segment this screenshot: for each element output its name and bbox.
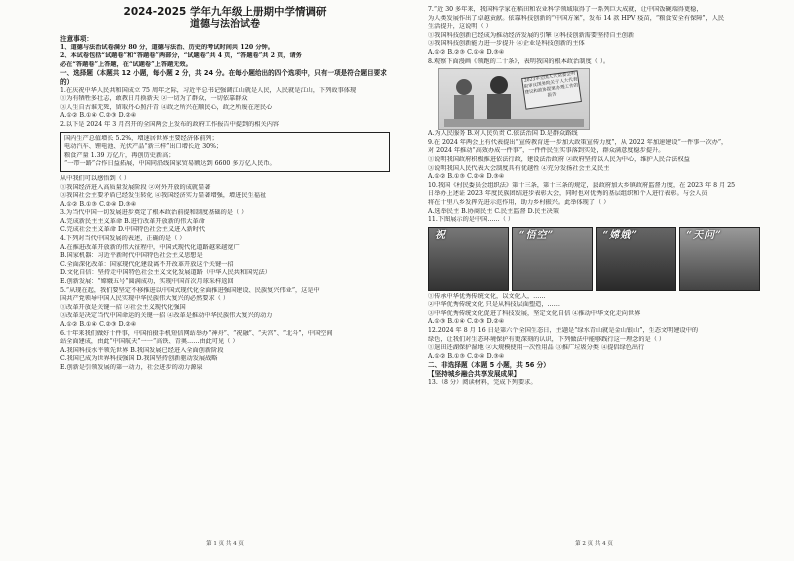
q2-material-box [60, 132, 390, 172]
q12-line: ①退田还湖保护湿地 ②大规模使用一次性用品 ③推广垃圾分类 ④提倡绿色出行 [428, 344, 645, 352]
q2-line: A.①② B.①③ C.②④ D.③④ [60, 200, 137, 208]
q4-line: A.在推进改革开放新的伟大征程中，中国式现代化道路越来越宽广 [60, 243, 240, 251]
q3-line: 3.为当代中国一切发展进步奠定了根本政治前提和制度基础的是（ ） [60, 209, 248, 217]
q4-line: B.国家机器：习近平新时代中国特色社会主义思想是 [60, 252, 203, 260]
q3-line: A.完成新民主主义革命 B.进行改革开放新的伟大革命 [60, 217, 205, 225]
q6-line: 站全面建成，由此“中国航天”一一“高铁、青奥……由此可见（ ） [60, 338, 239, 346]
figure-change [596, 227, 677, 291]
q12-line: A.①② B.①③ C.②④ D.③④ [428, 352, 505, 360]
q1-line: ③人生自古谁无死，留取丹心照汗青 ④政之所兴在顺民心，政之所废在逆民心 [60, 103, 273, 111]
q4-line: 4.下列对当代中国发展的表述，正确的是（ ） [60, 235, 186, 243]
q7-line: A.①② B.②③ C.①④ D.③④ [428, 48, 505, 56]
q3-line: C.完成社会主义革命 D.中国特色社会主义进入新时代 [60, 226, 206, 234]
page-right [428, 6, 760, 551]
q9-line: A.①② B.①③ C.②④ D.③④ [428, 173, 505, 181]
q6-line: 6.十年来我们做好十件事，中国拍摄手机短信网站举办“神舟”、“祝融”、“天宫”、“北斗”，中国空间 [60, 329, 333, 337]
figure-zhu [428, 227, 509, 291]
box-line: 粮食产量 1.39 万亿斤，再创历史新高； [64, 151, 175, 159]
box-line: 国内生产总值增长 5.2%，增速居世界主要经济体前列； [64, 134, 218, 142]
box-line: “一带一路”合作日益拓展，中国同沿线国家贸易额达到 6600 多万亿人民币。 [64, 160, 276, 168]
q11-figure-row [428, 227, 760, 291]
cartoon-sign: 2023年全国人大常委会听取审议国务院关于人大代表建议和政协提案办理工作的报告 [521, 70, 582, 110]
q5-line: ①改革开放是关键一招 ②社会主义现代化强国 [60, 303, 186, 311]
q2-line: 从中我们可以感悟到（ ） [60, 174, 131, 182]
note-line: 2、本试卷包括“试题卷”和“答题卷”两部分，“试题卷”共 4 页，“答题卷”共 2 页，请务 [60, 52, 302, 60]
q4-line: E.创新发展：“嫦娥五号”圆满成功，实现中国首次月球采样返回 [60, 278, 234, 286]
notes-heading: 注意事项： [60, 35, 93, 43]
q12-line: 12.2024 年 8 月 16 日是第六个全国生态日，主题是“绿水青山就是金山银山”，生态文明建设中的 [428, 327, 699, 335]
q7-line: ③我国科技创新能力进一步提升 ④企业是科技创新的主体 [428, 40, 585, 48]
q1-line: 1.在庆祝中华人民共和国成立 75 周年之际，习近平总书记强调江山就是人民，人民就是江山，下列故事体现 [60, 86, 357, 94]
q11-line: ①传承中华优秀传统文化，以文化人，…… [428, 292, 546, 300]
q11-line: ③中华优秀传统文化促进了科技发展，坚定文化自信 ④推动中华文化走向世界 [428, 309, 641, 317]
section-1-heading: 一、选择题（本题共 12 小题，每小题 2 分，共 24 分。在每小题给出的四个选项中，只有一项是符合题目要求的） [60, 69, 387, 86]
q10-line: 10.我国《村民委员会组织法》第十三条，第十三条的规定，县政府加大乡镇政府监督力度，在 2023 年 8 月 25 [428, 181, 736, 189]
q5-line: 5.“从现在起，我们要坚定不移推进以中国式现代化全面推进强国建设、民族复兴伟业”，这是中 [60, 286, 320, 294]
q8-cartoon [428, 68, 760, 128]
q11-head: 11.下图展示的是中国……（ ） [428, 216, 515, 224]
note-line: 1、道德与法治试卷满分 80 分，道德与法治、历史的考试时间共 120 分钟。 [60, 43, 274, 51]
figure-label: “天问” [686, 229, 722, 241]
q8-head: 8.观察下面漫画《领跑的二十条》，表明我国的根本政治制度（ ）。 [428, 57, 610, 65]
q6-line: A.我国科技水平领先世界 B.我国发展已经进入全面创新阶段 [60, 346, 224, 354]
q10-line: A.选举民主 B.协商民主 C.民主监督 D.民主决策 [428, 207, 560, 215]
q5-line: ③改革是决定当代中国命运的关键一招 ④改革是推动中华民族伟大复兴的动力 [60, 312, 273, 320]
q9-line: 对 2024 年推动“高效办成一件事”，一件件民生实事落到实处，群众满意度稳步提升。 [428, 147, 665, 155]
exam-title: 2024-2025 学年九年级上册期中学情调研 [123, 6, 327, 18]
q7-line: 生活提升，这说明（ ） [428, 23, 492, 31]
figure-wukong [512, 227, 593, 291]
q10-line: 日举办上述证 2023 年度民族团结进步表彰大会，同时也对优秀的基层组织和个人进行表彰。与会人员 [428, 190, 708, 198]
q1-line: ①为有牺牲多壮志，敢教日月换新天 ②一切为了群众，一切依靠群众 [60, 95, 248, 103]
q11-line: ②中华优秀传统文化 只是从科技层面塑造，…… [428, 301, 560, 309]
figure-label: 祝 [435, 229, 446, 241]
q7-line: 7.“近 30 多年来，我国科学家在稻田和农业科学领域取得了一系列巨大成就，让中国饭碗端得更稳， [428, 6, 703, 13]
q4-line: C.全面深化改革：国家现代化建设离不开改革开放这个关键一招 [60, 260, 234, 268]
q5-line: A.①② B.①④ C.②③ D.②④ [60, 321, 137, 328]
note-line: 必在“答题卷”上答题，在“试题卷”上答题无效。 [60, 60, 192, 68]
q6-line: C.我国已成为世界科技强国 D.我国坚持创新驱动发展战略 [60, 355, 218, 363]
q5-line: 国共产党领导中国人民实现中华民族伟大复兴的必然要求（ ） [60, 295, 230, 303]
page-footer-right: 第 2 页 共 4 页 [575, 541, 613, 548]
exam-subtitle: 道德与法治试卷 [190, 19, 260, 30]
q9-line: ①说明我国政府积极推进依法行政，建设法治政府 ②政府坚持以人民为中心，维护人民合法权益 [428, 155, 690, 163]
q11-line: A.①③ B.①④ C.②③ D.②④ [428, 318, 505, 326]
q7-line: ①我国科技创新已经成为推动经济发展的引擎 ②科技创新需要坚持自主创新 [428, 31, 635, 39]
q7-line: 为人类发展作出了卓越贡献。依靠科技创新的“中国方案”，发布 14 款 HPV 疫苗，“粮食安全有保障”，人民 [428, 14, 725, 22]
q9-line: ③说明我国人民代表大会制度具有优越性 ④充分发扬社会主义民主 [428, 164, 610, 172]
q1-line: A.①② B.①④ C.②③ D.②④ [60, 112, 137, 120]
page-footer-left: 第 1 页 共 4 页 [206, 541, 244, 548]
q2-line: ①我国经济进入高质量发展阶段 ②对外开放的成就显著 [60, 183, 211, 191]
q6-line: E.创新是引领发展的第一动力，社会进步的动力源泉 [60, 363, 203, 371]
section-2-heading: 二、非选择题（本题 5 小题，共 56 分） [428, 361, 550, 370]
q2-head: 2.以下是 2024 年 3 月召开的全国两会上发布的政府工作报告中提到的相关内容 [60, 120, 280, 128]
q10-line: 将在十里八乡发挥先进示范作用，助力乡村振兴。此举体现了（ ） [428, 198, 610, 206]
figure-label: “嫦娥” [602, 229, 639, 241]
q12-line: 绿色，让我们对生态环境保护有更深刻的认识，下列做法中能够践行这一理念的是（ ） [428, 335, 666, 343]
box-line: 电动汽车、锂电池、光伏产品“新三样”出口增长近 30%； [64, 143, 223, 151]
figure-tianwen [679, 227, 760, 291]
q4-line: D.文化自信：坚持走中国特色社会主义文化发展道路（中华人民共和国宪法） [60, 269, 271, 277]
q13-line: 13.（8 分）阅读材料，完成下列要求。 [428, 378, 537, 386]
q8-options: A.为人民服务 B.对人民负责 C.依法治国 D.是群众路线 [428, 130, 578, 138]
q2-line: ③我国社会主要矛盾已经发生转化 ④我国经济实力显著增强，增进民生福祉 [60, 192, 267, 200]
page-left [60, 6, 390, 551]
q9-line: 9.在 2024 年两会上有代表提出“宣传教育进一步加大政策宣传力度”，从 2022 年加速建设“一件事一次办”， [428, 138, 728, 146]
figure-label: “悟空” [518, 229, 555, 241]
section-2-subheading: 【坚持城乡融合共享发展成果】 [428, 370, 521, 379]
